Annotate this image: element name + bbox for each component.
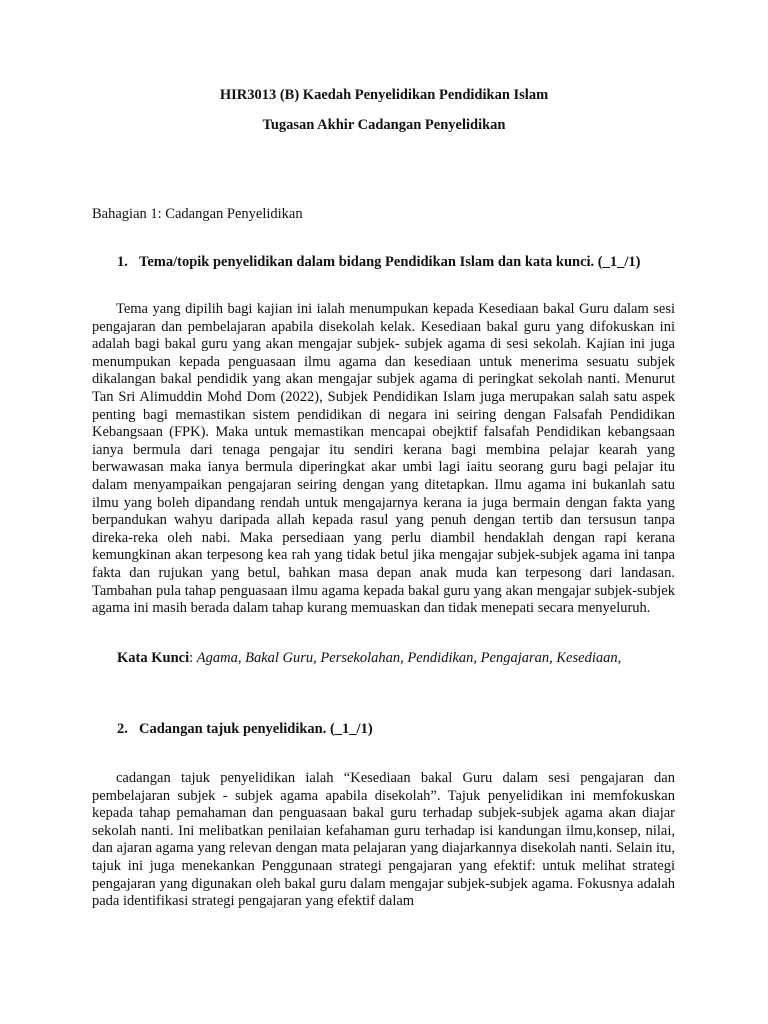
question-1-text: Tema/topik penyelidikan dalam bidang Pendidikan Islam dan kata kunci. (_1_/1) bbox=[139, 254, 641, 270]
question-2-text: Cadangan tajuk penyelidikan. (_1_/1) bbox=[139, 721, 373, 737]
keywords-line bbox=[117, 649, 621, 667]
question-2-number: 2. bbox=[117, 721, 128, 737]
course-title: HIR3013 (B) Kaedah Penyelidikan Pendidikan Islam bbox=[219, 87, 549, 103]
assignment-title: Tugasan Akhir Cadangan Penyelidikan bbox=[262, 117, 506, 133]
keywords-separator: : bbox=[189, 650, 197, 666]
keywords-label: Kata Kunci bbox=[117, 650, 190, 666]
keywords-value: Agama, Bakal Guru, Persekolahan, Pendidikan, Pengajaran, Kesediaan, bbox=[196, 650, 622, 666]
answer-2-paragraph: cadangan tajuk penyelidikan ialah “Kesediaan bakal Guru dalam sesi pengajaran dan pembelajaran subjek - subjek agama apabila disekolah”. Tajuk penyelidikan ini memfokuskan kepada tahap pemahaman dan penguasaan bakal guru terhadap subjek-subjek agama akan diajar sekolah nanti. Ini melibatkan penilaian kefahaman guru terhadap isi kandungan ilmu,konsep, nilai, dan ajaran agama yang relevan dengan mata pelajaran yang diajarkannya disekolah nanti. Selain itu, tajuk ini juga menekankan Penggunaan strategi pengajaran yang efektif: untuk melihat strategi pengajaran yang digunakan oleh bakal guru dalam mengajar subjek-subjek agama. Fokusnya adalah pada identifikasi strategi pengajaran yang efektif dalam bbox=[92, 770, 675, 910]
question-2-heading bbox=[117, 720, 373, 738]
answer-1-paragraph: Tema yang dipilih bagi kajian ini ialah menumpukan kepada Kesediaan bakal Guru dalam sesi pengajaran dan pembelajaran apabila disekolah kelak. Kesediaan bakal guru yang difokuskan ini adalah bagi bakal guru yang akan mengajar subjek- subjek agama di sesi sekolah. Kajian ini juga menumpukan kepada penguasaan ilmu agama dan kesediaan untuk menerima sesuatu subjek dikalangan bakal pendidik yang akan mengajar subjek agama di peringkat sekolah nanti. Menurut Tan Sri Alimuddin Mohd Dom (2022), Subjek Pendidikan Islam juga merupakan salah satu aspek penting bagi memastikan sistem pendidikan di negara ini seiring dengan Falsafah Pendidikan Kebangsaan (FPK). Maka untuk memastikan mencapai obejktif falsafah Pendidikan kebangsaan ianya bermula dari tenaga pengajar itu sendiri kerana bagi membina pelajar kearah yang berwawasan maka ianya bermula diperingkat akar umbi lagi iaitu seorang guru bagi pelajar itu dalam menyampaikan pengajaran seiring dengan yang ditetapkan. Ilmu agama ini bukanlah satu ilmu yang boleh dipandang rendah untuk mengajarnya kerana ia juga bermain dengan fakta yang berpandukan wahyu daripada allah kepada rasul yang penuh dengan tertib dan tersusun tanpa direka-reka oleh nabi. Maka persediaan yang perlu diambil hendaklah dengan rapi kerana kemungkinan akan terpesong kea rah yang tidak betul jika mengajar subjek-subjek agama ini tanpa fakta dan rujukan yang betul, bahkan masa depan anak muda kan terpesong dari landasan. Tambahan pula tahap penguasaan ilmu agama kepada bakal guru yang akan mengajar subjek-subjek agama ini masih berada dalam tahap kurang memuaskan dan tidak menepati secara menyeluruh. bbox=[92, 301, 675, 617]
section-label: Bahagian 1: Cadangan Penyelidikan bbox=[92, 206, 303, 222]
question-1-number: 1. bbox=[117, 254, 128, 270]
question-1-heading bbox=[117, 253, 640, 271]
